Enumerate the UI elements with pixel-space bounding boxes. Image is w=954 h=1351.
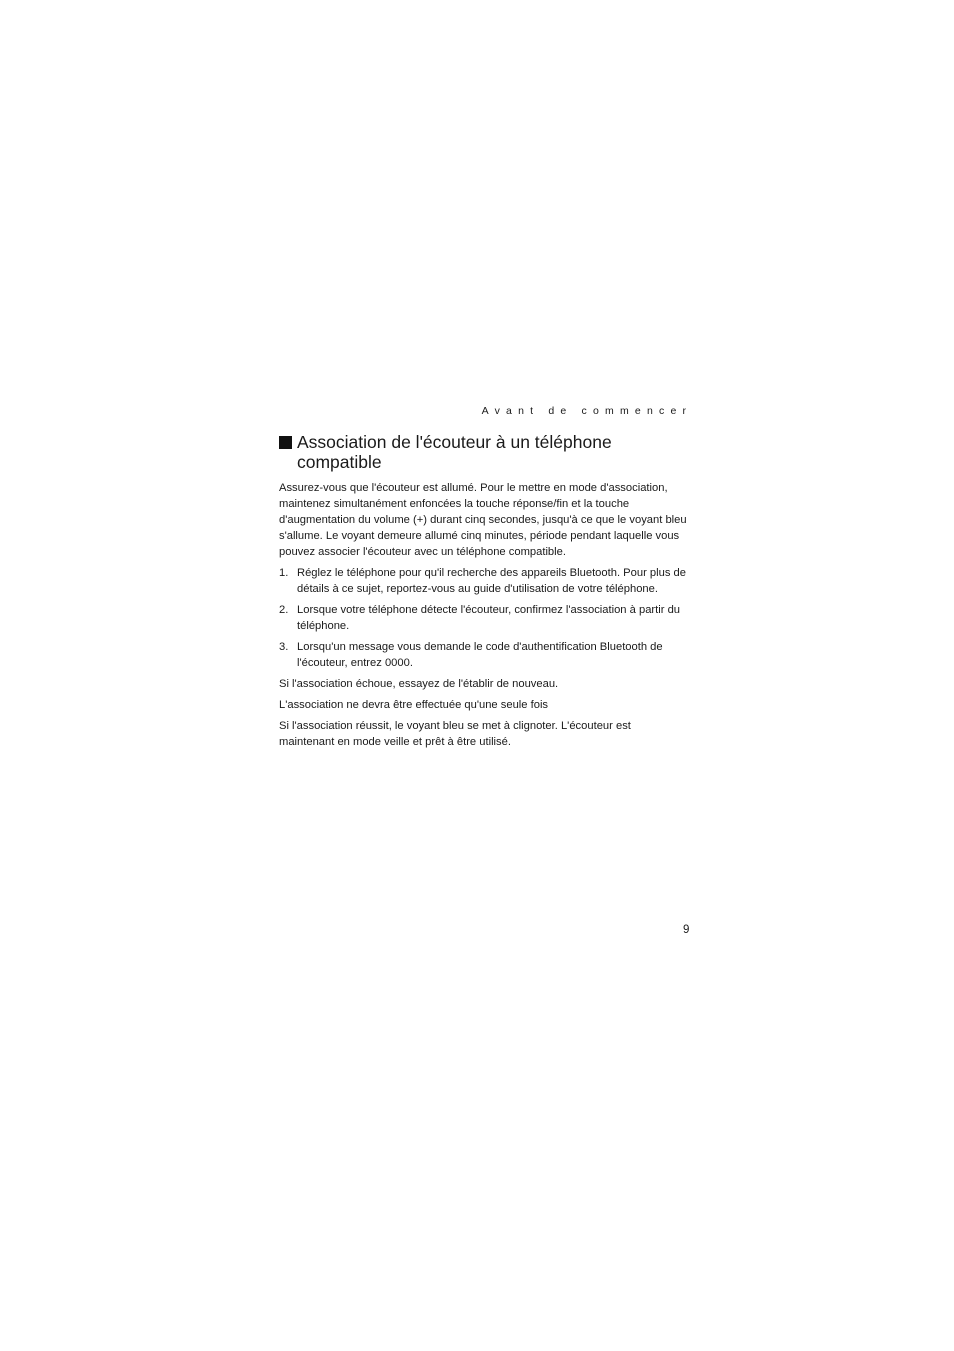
section-title: Association de l'écouteur à un téléphone compatible — [297, 432, 612, 472]
section-heading — [279, 432, 689, 472]
note-fail: Si l'association échoue, essayez de l'établir de nouveau. — [279, 678, 559, 690]
page-content — [279, 432, 689, 755]
step-number: 1. — [279, 567, 289, 579]
steps-list — [279, 565, 689, 671]
square-bullet-icon — [279, 436, 292, 449]
step-text: Lorsqu'un message vous demande le code d'authentification Bluetooth de l'écouteur, entrez 0000. — [297, 641, 663, 669]
step-number: 2. — [279, 604, 289, 616]
note-once: L'association ne devra être effectuée qu'une seule fois — [279, 699, 549, 711]
note-success: Si l'association réussit, le voyant bleu se met à clignoter. L'écouteur est maintenant en mode veille et prêt à être utilisé. — [279, 720, 631, 748]
list-item — [279, 639, 689, 671]
list-item — [279, 602, 689, 634]
page-number: 9 — [683, 924, 690, 936]
step-number: 3. — [279, 641, 289, 653]
step-text: Réglez le téléphone pour qu'il recherche des appareils Bluetooth. Pour plus de détails à ce sujet, reportez-vous au guide d'utilisation de votre téléphone. — [297, 567, 686, 595]
intro-paragraph: Assurez-vous que l'écouteur est allumé. Pour le mettre en mode d'association, maintenez simultanément enfoncées la touche réponse/fin et la touche d'augmentation du volume (+) durant cinq secondes, jusqu'à ce que le voyant bleu s'allume. Le voyant demeure allumé cinq minutes, période pendant laquelle vous pouvez associer l'écouteur avec un téléphone compatible. — [279, 482, 687, 558]
list-item — [279, 565, 689, 597]
running-head: Avant de commencer — [481, 405, 693, 417]
step-text: Lorsque votre téléphone détecte l'écouteur, confirmez l'association à partir du téléphone. — [297, 604, 681, 632]
